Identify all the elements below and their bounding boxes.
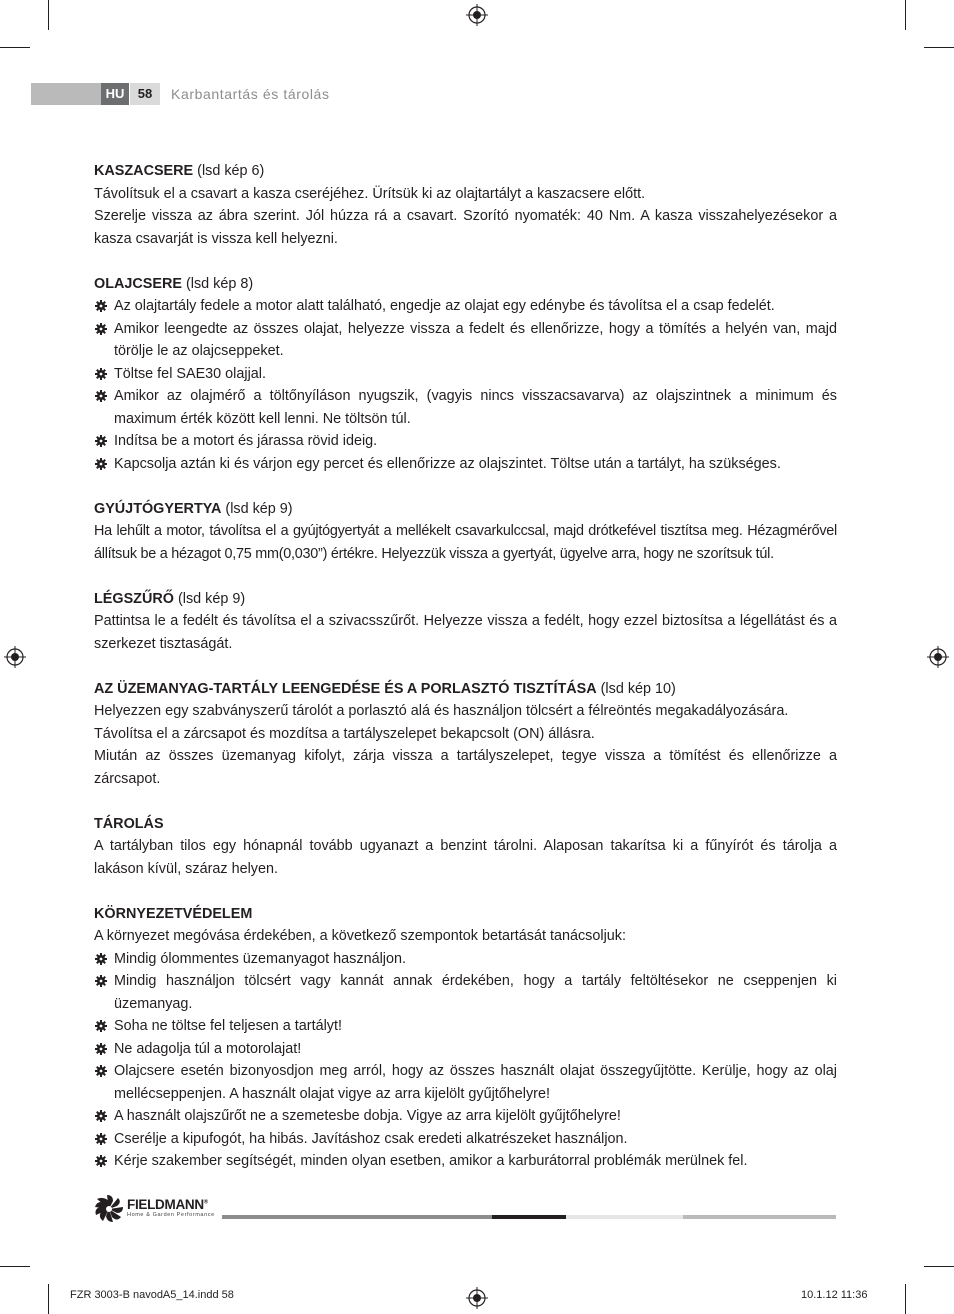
list-item: [94, 948, 837, 971]
crop-mark: [48, 1284, 49, 1314]
list-item-text: A használt olajszűrőt ne a szemetesbe dobja. Vigye az arra kijelölt gyűjtőhelyre!: [114, 1108, 621, 1124]
gear-bullet-icon: [95, 1110, 107, 1122]
gear-bullet-icon: [95, 1133, 107, 1145]
brand-name: [127, 1197, 208, 1212]
figure-ref: (lsd kép 9): [177, 590, 246, 607]
gear-bullet-icon: [95, 323, 107, 335]
gear-bullet-icon: [95, 975, 107, 987]
section-olajcsere: [94, 273, 837, 476]
gear-bullet-icon: [95, 368, 107, 380]
heading-text: KÖRNYEZETVÉDELEM: [94, 905, 253, 922]
gear-bullet-icon: [95, 390, 107, 402]
paragraph: Helyezzen egy szabványszerű tárolót a porlasztó alá és használjon tölcsért a félreöntés megakadályozására.: [94, 703, 789, 719]
list-item: [94, 363, 837, 386]
registration-mark-icon: [466, 4, 488, 26]
list-item: [94, 385, 837, 430]
section-heading: [94, 903, 837, 926]
list-item-text: Olajcsere esetén bizonyosdjon meg arról, hogy az összes használt olajat összegyűjtötte. Kerülje, hogy az olaj mellécseppenjen. A használt olajat vigye az arra kijelölt gyűjtőhelyre!: [114, 1063, 837, 1102]
page-header: [31, 83, 331, 105]
list-item: [94, 318, 837, 363]
footer-bar-segment: [492, 1215, 566, 1219]
section-title: Karbantartás és tárolás: [171, 86, 330, 102]
footer-bar-segment: [222, 1215, 492, 1219]
list-item-text: Cserélje a kipufogót, ha hibás. Javításhoz csak eredeti alkatrészeket használjon.: [114, 1130, 628, 1147]
list-item: [94, 430, 837, 453]
fieldmann-fan-icon: [94, 1195, 124, 1223]
list-item-text: Amikor az olajmérő a töltőnyíláson nyugszik, (vagyis nincs visszacsavarva) az olajszintnek a minimum és maximum érték között kell lenni. Ne töltsön túl.: [114, 388, 837, 427]
section-heading: [94, 498, 837, 521]
figure-ref: (lsd kép 9): [225, 500, 293, 517]
list-item: [94, 1128, 837, 1151]
figure-ref: (lsd kép 8): [185, 275, 254, 292]
heading-text: OLAJCSERE: [94, 275, 182, 292]
heading-text: TÁROLÁS: [94, 815, 164, 832]
paragraph: A környezet megóvása érdekében, a következő szempontok betartását tanácsoljuk:: [94, 928, 626, 944]
list-item: [94, 1038, 837, 1061]
list-item: [94, 970, 837, 1015]
section-heading: [94, 273, 837, 296]
heading-text: LÉGSZŰRŐ: [94, 590, 174, 607]
gear-bullet-icon: [95, 1155, 107, 1167]
crop-mark: [0, 1266, 30, 1267]
section-legszuro: [94, 588, 837, 656]
section-uzemanyag: [94, 678, 837, 791]
gear-bullet-icon: [95, 953, 107, 965]
section-tarolas: [94, 813, 837, 881]
crop-mark: [48, 0, 49, 30]
paragraph: A tartályban tilos egy hónapnál tovább ugyanazt a benzint tárolni. Alaposan takarítsa ki a fűnyírót és tárolja a lakáson kívül, száraz helyen.: [94, 838, 837, 877]
fieldmann-logo: [94, 1194, 224, 1224]
section-kaszacsere: [94, 160, 837, 250]
gear-bullet-icon: [95, 1065, 107, 1077]
gear-bullet-icon: [95, 435, 107, 447]
trademark: ®: [203, 1199, 208, 1206]
section-heading: [94, 678, 837, 701]
bullet-list: [94, 295, 837, 475]
figure-ref: (lsd kép 10): [600, 680, 676, 697]
paragraph: Távolítsa el a zárcsapot és mozdítsa a tartályszelepet bekapcsolt (ON) állásra.: [94, 725, 595, 742]
gear-bullet-icon: [95, 1020, 107, 1032]
brand-tagline: Home & Garden Performance: [127, 1212, 215, 1218]
list-item-text: Mindig használjon tölcsért vagy kannát annak érdekében, hogy a tartály feltöltésekor ne cseppenjen ki üzemanyag.: [114, 973, 837, 1012]
list-item: [94, 1105, 837, 1128]
gear-bullet-icon: [95, 458, 107, 470]
gear-bullet-icon: [95, 300, 107, 312]
paragraph: Pattintsa le a fedélt és távolítsa el a szivacsszűrőt. Helyezze vissza a fedélt, hogy ezzel biztosítsa a légellátást és a szerkezet tisztaságát.: [94, 613, 837, 652]
registration-mark-icon: [466, 1287, 488, 1309]
registration-mark-icon: [927, 646, 949, 668]
registration-mark-icon: [4, 646, 26, 668]
paragraph: Szerelje vissza az ábra szerint. Jól húzza rá a csavart. Szorító nyomaték: 40 Nm. A kasza visszahelyezésekor a kasza csavarját is vissza kell helyezni.: [94, 208, 837, 247]
list-item-text: Indítsa be a motort és járassa rövid ideig.: [114, 433, 378, 449]
section-heading: [94, 160, 837, 183]
paragraph: Ha lehűlt a motor, távolítsa el a gyújtógyertyát a mellékelt csavarkulccsal, majd drótkefével tisztítsa meg. Hézagmérővel állítsuk be a hézagot 0,75 mm(0,030”) értékre. Helyezzük vissza a gyertyát, ügyelve arra, hogy ne szorítsuk túl.: [94, 523, 837, 562]
heading-text: GYÚJTÓGYERTYA: [94, 500, 222, 517]
list-item-text: Az olajtartály fedele a motor alatt található, engedje az olajat egy edénybe és távolítsa el a csap fedelét.: [114, 298, 775, 314]
print-slug-datetime: 10.1.12 11:36: [801, 1289, 868, 1301]
crop-mark: [905, 0, 906, 30]
footer-bar-segment: [566, 1215, 683, 1219]
page-number: 58: [130, 83, 160, 105]
heading-text: KASZACSERE: [94, 163, 194, 179]
figure-ref: (lsd kép 6): [197, 163, 265, 179]
list-item-text: Ne adagolja túl a motorolajat!: [114, 1040, 302, 1057]
paragraph: Távolítsuk el a csavart a kasza cseréjéhez. Ürítsük ki az olajtartályt a kaszacsere előtt.: [94, 185, 646, 202]
brand-text: FIELDMANN: [127, 1197, 204, 1212]
list-item-text: Mindig ólommentes üzemanyagot használjon.: [114, 950, 406, 967]
section-heading: [94, 813, 837, 836]
section-heading: [94, 588, 837, 611]
bullet-list: [94, 948, 837, 1173]
list-item: [94, 1060, 837, 1105]
crop-mark: [905, 1284, 906, 1314]
crop-mark: [924, 47, 954, 48]
list-item: [94, 1150, 837, 1173]
list-item-text: Kérje szakember segítségét, minden olyan esetben, amikor a karburátorral problémák merülnek fel.: [114, 1153, 748, 1169]
list-item: [94, 453, 837, 476]
list-item-text: Amikor leengedte az összes olajat, helyezze vissza a fedelt és ellenőrizze, hogy a tömítés a helyén van, majd törölje le az olajcseppeket.: [114, 320, 837, 359]
crop-mark: [0, 47, 30, 48]
list-item: [94, 1015, 837, 1038]
crop-mark: [924, 1266, 954, 1267]
gear-bullet-icon: [95, 1043, 107, 1055]
section-gyujtogyertya: [94, 498, 837, 566]
language-badge: HU: [101, 83, 129, 105]
section-kornyezetvedelem: [94, 903, 837, 1173]
header-bar: [31, 83, 101, 105]
list-item: [94, 295, 837, 318]
list-item-text: Soha ne töltse fel teljesen a tartályt!: [114, 1018, 342, 1034]
print-slug-file: FZR 3003-B navodA5_14.indd 58: [70, 1289, 234, 1301]
heading-text: AZ ÜZEMANYAG-TARTÁLY LEENGEDÉSE ÉS A PORLASZTÓ TISZTÍTÁSA: [94, 680, 597, 697]
paragraph: Miután az összes üzemanyag kifolyt, zárja vissza a tartályszelepet, tegye vissza a tömítést és ellenőrizze a zárcsapot.: [94, 748, 837, 787]
list-item-text: Kapcsolja aztán ki és várjon egy percet és ellenőrizze az olajszintet. Töltse után a tartályt, ha szükséges.: [114, 455, 781, 472]
list-item-text: Töltse fel SAE30 olajjal.: [114, 365, 266, 382]
page-content: [94, 160, 837, 1195]
footer-bar-segment: [683, 1215, 836, 1219]
